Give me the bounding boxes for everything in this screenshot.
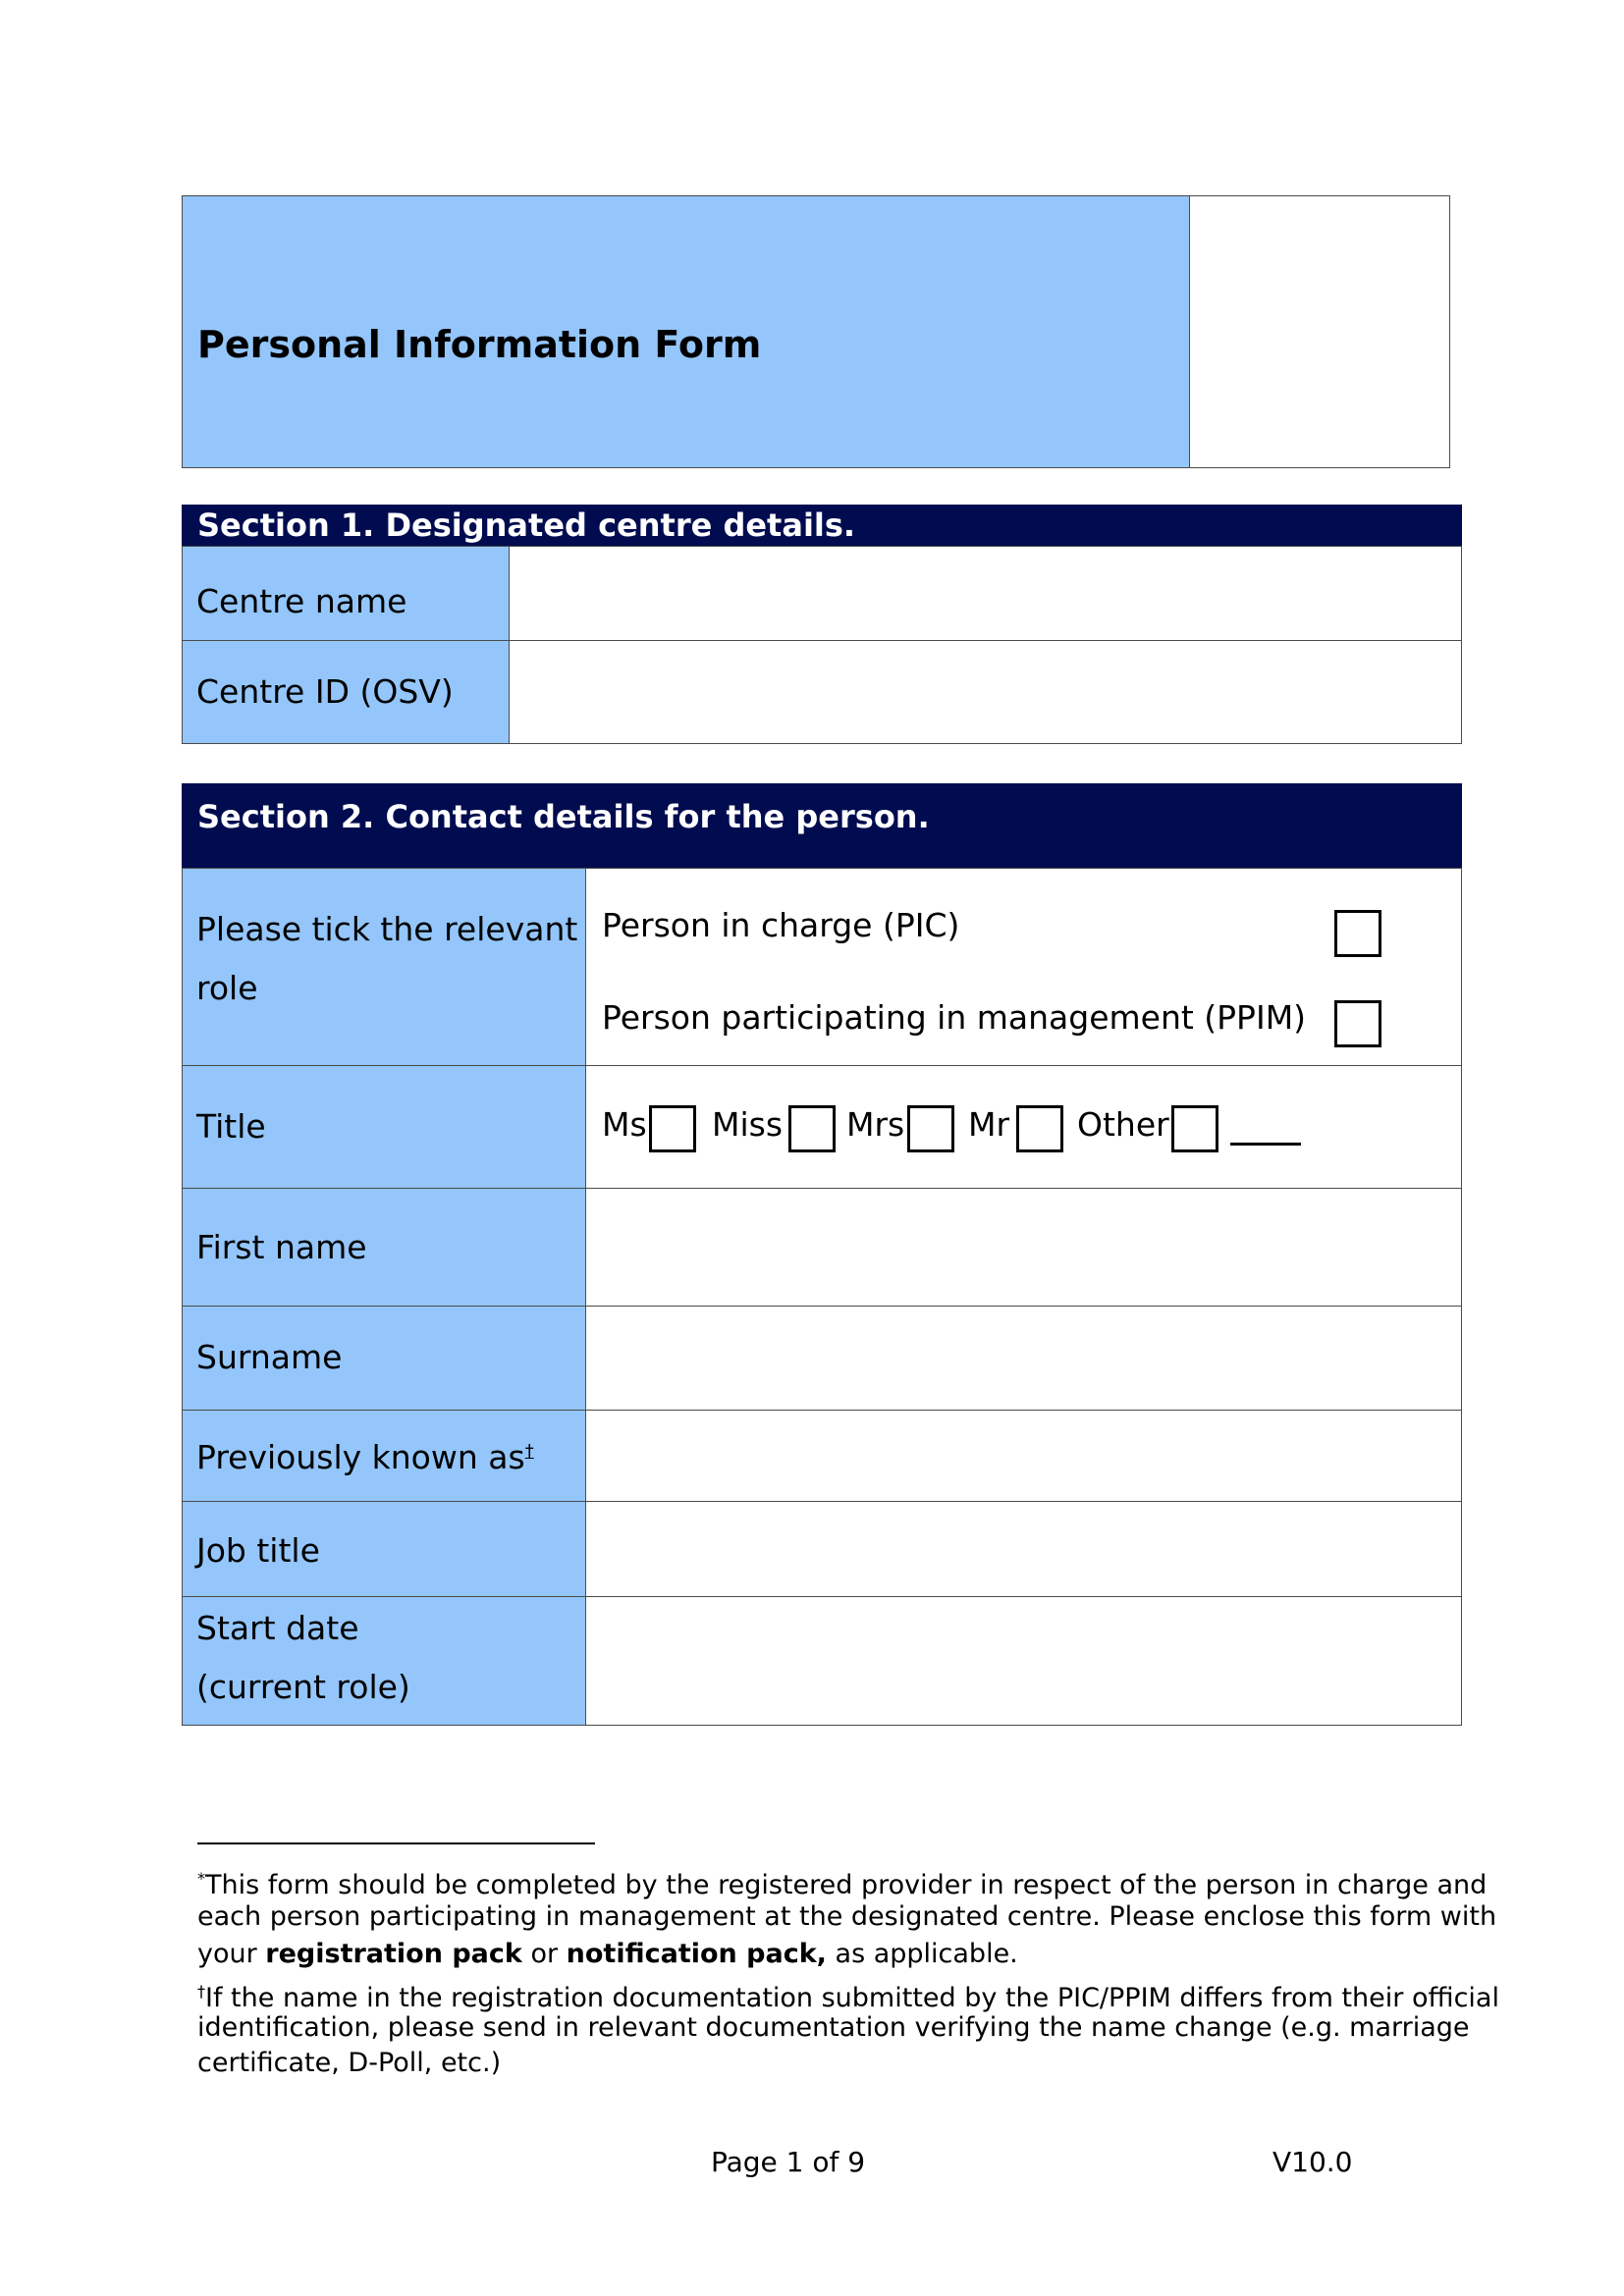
page-number: Page 1 of 9 <box>711 2146 866 2178</box>
title-option-ms-label: Ms <box>602 1105 647 1144</box>
title-other-checkbox[interactable] <box>1171 1105 1218 1152</box>
role-label-line2: role <box>196 969 258 1007</box>
job-title-field[interactable] <box>585 1501 1462 1597</box>
first-name-label-cell <box>182 1188 586 1307</box>
title-option-mrs-label: Mrs <box>846 1105 905 1144</box>
footnote-separator <box>197 1842 595 1844</box>
title-option-other-label: Other <box>1077 1105 1169 1144</box>
start-date-label-line2: (current role) <box>196 1668 410 1706</box>
centre-id-field[interactable] <box>509 640 1462 744</box>
title-mr-checkbox[interactable] <box>1016 1105 1063 1152</box>
first-name-label: First name <box>196 1228 367 1266</box>
title-mrs-checkbox[interactable] <box>907 1105 954 1152</box>
start-date-label-cell <box>182 1596 586 1726</box>
footnote-1-line1: *This form should be completed by the registered provider in respect of the person in charge and <box>197 1869 1488 1900</box>
surname-field[interactable] <box>585 1306 1462 1411</box>
title-option-miss-label: Miss <box>712 1105 784 1144</box>
footnote-2-line2: identification, please send in relevant documentation verifying the name change (e.g. marriage <box>197 2012 1470 2043</box>
job-title-label-cell <box>182 1501 586 1597</box>
first-name-field[interactable] <box>585 1188 1462 1307</box>
title-option-mr-label: Mr <box>968 1105 1010 1144</box>
role-pic-checkbox[interactable] <box>1334 910 1381 957</box>
version-label: V10.0 <box>1272 2146 1353 2178</box>
footnote-2-line3: certificate, D-Poll, etc.) <box>197 2048 502 2078</box>
centre-id-label-cell <box>182 640 510 744</box>
title-miss-checkbox[interactable] <box>788 1105 836 1152</box>
footnote-1-line3: your registration pack or notification pack, as applicable. <box>197 1939 1018 1969</box>
footnote-1-line2: each person participating in management at the designated centre. Please enclose this form with <box>197 1901 1497 1932</box>
surname-label-cell <box>182 1306 586 1411</box>
title-label: Title <box>196 1107 266 1146</box>
section2-title: Section 2. Contact details for the person. <box>182 783 1462 869</box>
logo-placeholder <box>1189 195 1450 468</box>
title-options-cell <box>585 1065 1462 1189</box>
previously-known-label-cell <box>182 1410 586 1502</box>
title-label-cell <box>182 1065 586 1189</box>
start-date-field[interactable] <box>585 1596 1462 1726</box>
page-title: Personal Information Form <box>197 323 762 366</box>
title-ms-checkbox[interactable] <box>649 1105 696 1152</box>
footnote-2-mark: † <box>197 1982 205 2001</box>
role-label-cell <box>182 868 586 1066</box>
previously-known-label: Previously known as† <box>196 1438 534 1476</box>
footnote-2-line1: †If the name in the registration documentation submitted by the PIC/PPIM differs from their official <box>197 1982 1499 2013</box>
role-options-cell <box>585 868 1462 1066</box>
centre-id-label: Centre ID (OSV) <box>196 672 454 711</box>
title-other-blank-line[interactable] <box>1230 1143 1301 1146</box>
footnote-1-mark: * <box>197 1869 205 1888</box>
start-date-label-line1: Start date <box>196 1609 359 1647</box>
section1-title: Section 1. Designated centre details. <box>182 505 1462 547</box>
centre-name-field[interactable] <box>509 546 1462 641</box>
footnote-ref-dagger[interactable]: † <box>524 1441 534 1462</box>
role-label-line1: Please tick the relevant <box>196 910 578 948</box>
role-option-ppim-label: Person participating in management (PPIM) <box>602 998 1307 1037</box>
role-option-pic-label: Person in charge (PIC) <box>602 906 960 944</box>
job-title-label: Job title <box>196 1531 320 1570</box>
centre-name-label-cell <box>182 546 510 641</box>
surname-label: Surname <box>196 1338 343 1376</box>
role-ppim-checkbox[interactable] <box>1334 1000 1381 1047</box>
centre-name-label: Centre name <box>196 582 407 620</box>
previously-known-field[interactable] <box>585 1410 1462 1502</box>
